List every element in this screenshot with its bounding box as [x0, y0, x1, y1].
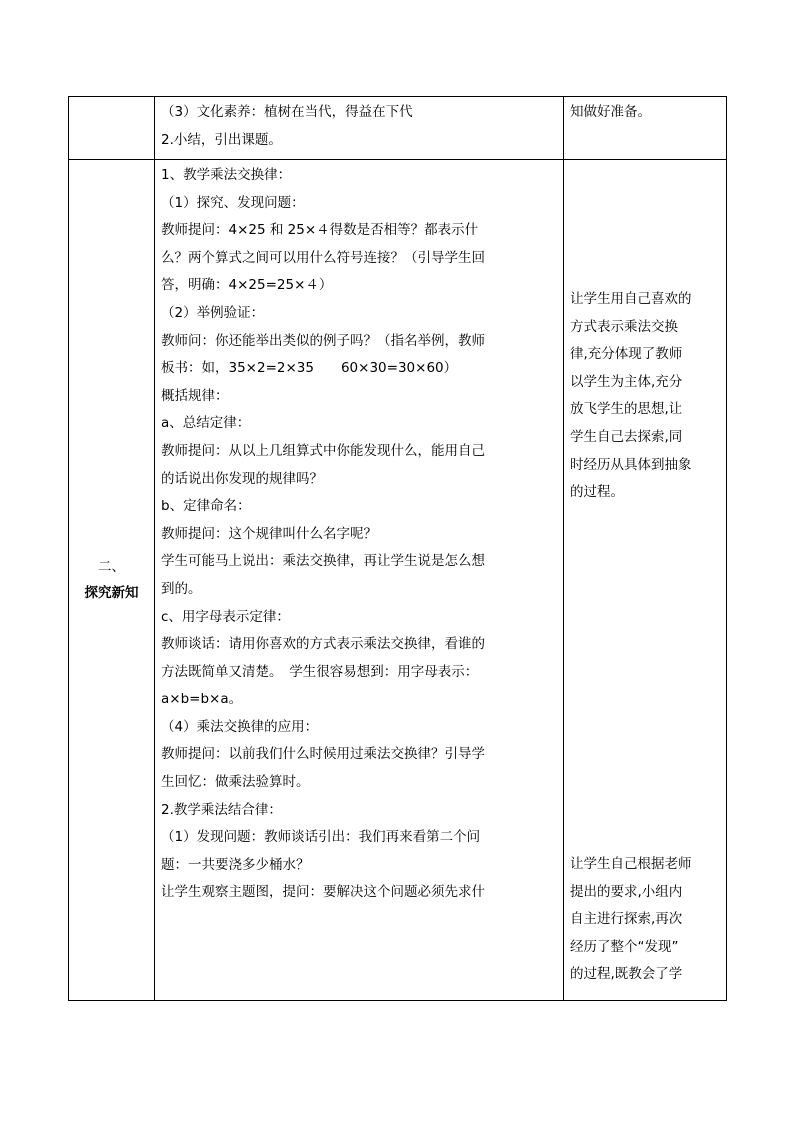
- content-line: 让学生观察主题图，提问：要解决这个问题必须先求什: [161, 884, 485, 901]
- content-line: 学生可能马上说出：乘法交换律，再让学生说是怎么想: [161, 553, 485, 570]
- notes-cell-main: [564, 160, 727, 1001]
- notes-cell-top: [564, 97, 727, 160]
- note-line: 的过程。: [570, 484, 624, 501]
- note-line: 让学生自己根据老师: [570, 856, 692, 872]
- content-line: 题：一共要浇多少桶水？: [161, 856, 310, 873]
- content-line: b、定律命名：: [161, 498, 251, 515]
- content-line: （3）文化素养：植树在当代，得益在下代: [161, 104, 413, 120]
- section-cell-empty: [69, 97, 155, 160]
- table-row-main: [69, 160, 727, 1001]
- content-line: 教师提问：以前我们什么时候用过乘法交换律？引导学: [161, 746, 485, 763]
- content-line: 2.教学乘法结合律：: [161, 801, 282, 818]
- content-line: 2.小结，引出课题。: [161, 131, 282, 148]
- section-title: 探究新知: [84, 585, 139, 601]
- content-line: （1）探究、发现问题：: [161, 194, 305, 211]
- lesson-plan-table: [68, 96, 727, 1001]
- content-line: a×b=b×a。: [161, 691, 243, 708]
- content-line: 1、教学乘法交换律：: [161, 167, 292, 183]
- note-line: 律,充分体现了教师: [570, 346, 683, 363]
- note-line: 的过程,既教会了学: [570, 966, 683, 983]
- content-line: c、用字母表示定律：: [161, 608, 290, 625]
- content-line: 生回忆：做乘法验算时。: [161, 774, 310, 791]
- content-line: 方法既简单又清楚。 学生很容易想到：用字母表示：: [161, 663, 479, 680]
- note-line: 学生自己去探索,同: [570, 428, 683, 445]
- content-line: 教师提问：从以上几组算式中你能发现什么，能用自己: [161, 442, 485, 459]
- section-cell: [69, 160, 155, 1001]
- content-line: 教师提问：4×25 和 25×４得数是否相等？都表示什: [161, 222, 479, 239]
- content-line: 板书：如，35×2=2×35 60×30=30×60）: [161, 360, 458, 377]
- note-line: 提出的要求,小组内: [570, 883, 683, 900]
- table-row-top: [69, 97, 727, 160]
- section-number: 二、: [98, 559, 125, 575]
- note-line: 让学生用自己喜欢的: [570, 291, 692, 307]
- content-line: 到的。: [161, 580, 202, 597]
- content-line: 教师提问：这个规律叫什么名字呢？: [161, 525, 377, 542]
- content-line: 教师谈话：请用你喜欢的方式表示乘法交换律，看谁的: [161, 636, 485, 653]
- content-line: 概括规律：: [161, 387, 229, 404]
- note-line: 经历了整个“发现”: [570, 938, 679, 955]
- note-line: 以学生为主体,充分: [570, 373, 683, 390]
- note-line: 放飞学生的思想,让: [570, 401, 683, 418]
- content-line: （2）举例验证：: [161, 304, 265, 321]
- note-line: 方式表示乘法交换: [570, 318, 678, 335]
- content-line: 教师问：你还能举出类似的例子吗？（指名举例，教师: [161, 332, 485, 349]
- content-line: 答，明确：4×25=25×４）: [161, 277, 333, 294]
- content-line: 么？两个算式之间可以用什么符号连接？（引导学生回: [161, 249, 485, 266]
- content-line: （1）发现问题：教师谈话引出：我们再来看第二个问: [161, 829, 481, 846]
- note-line: 知做好准备。: [570, 104, 651, 120]
- content-line: a、总结定律：: [161, 415, 251, 432]
- note-line: 时经历从具体到抽象: [570, 456, 692, 473]
- content-cell-main: [155, 160, 564, 1001]
- note-line: 自主进行探索,再次: [570, 911, 683, 928]
- content-line: 的话说出你发现的规律吗？: [161, 470, 323, 487]
- content-cell-top: [155, 97, 564, 160]
- content-line: （4）乘法交换律的应用：: [161, 718, 319, 735]
